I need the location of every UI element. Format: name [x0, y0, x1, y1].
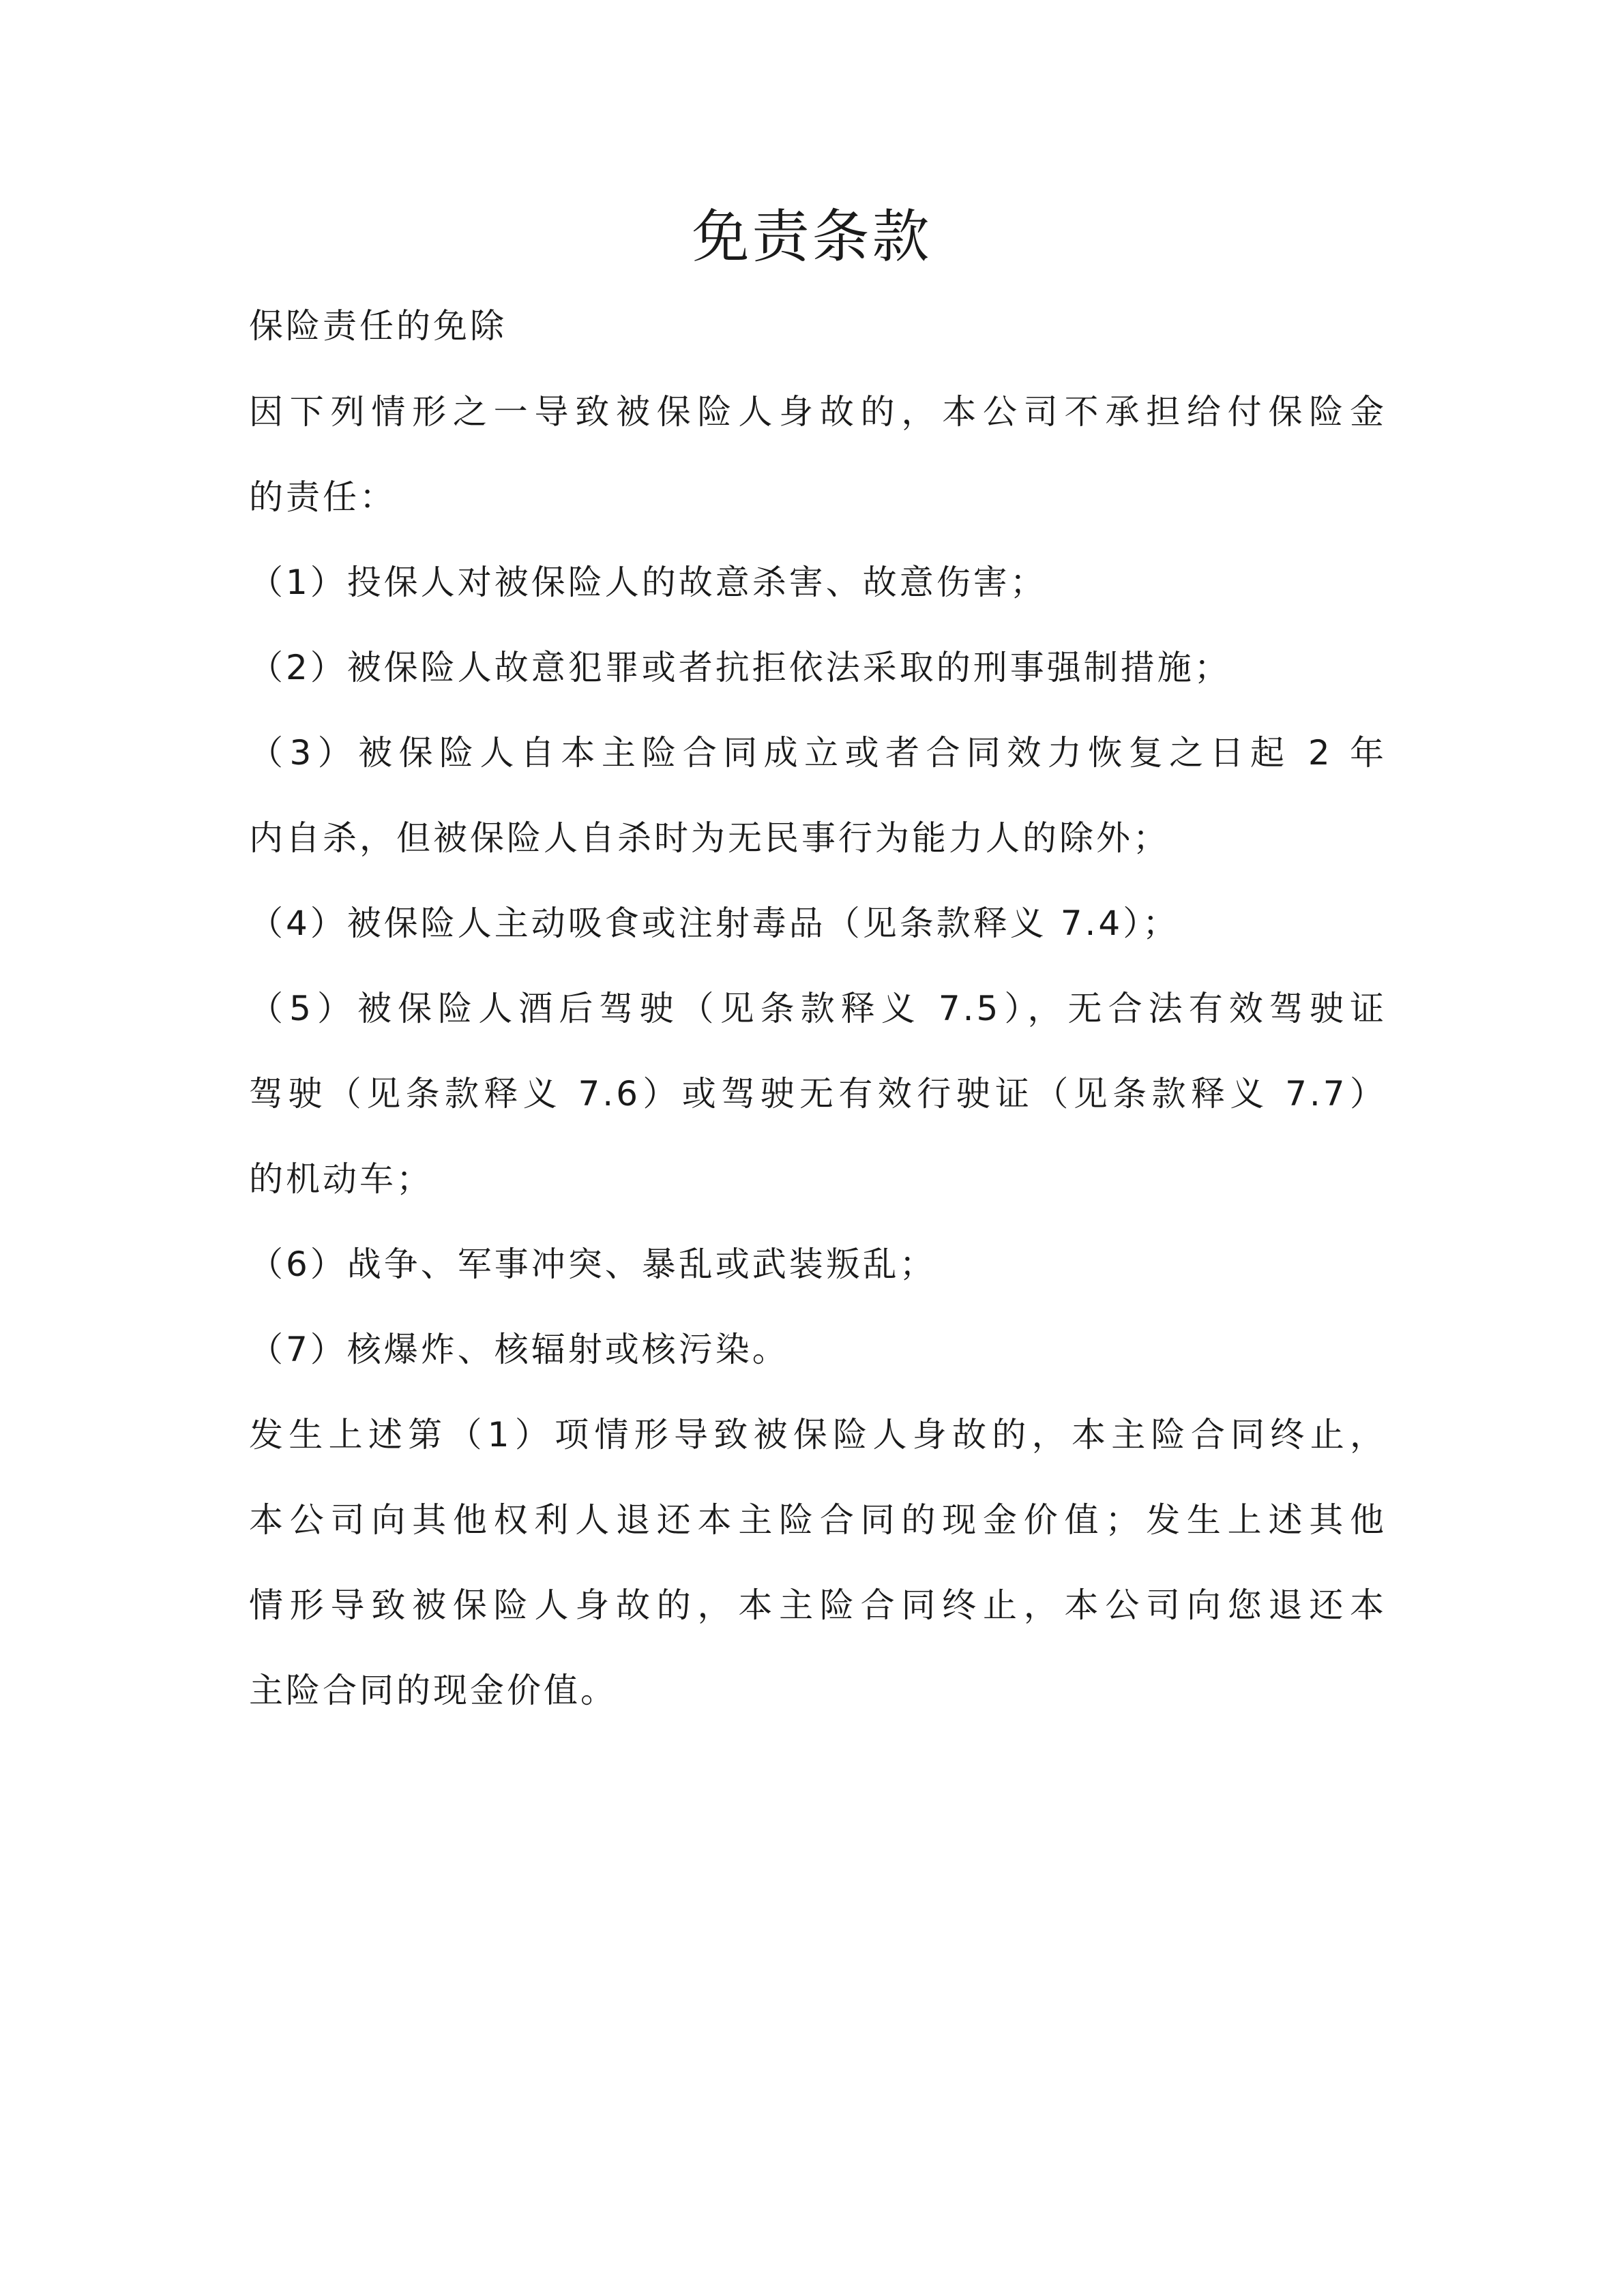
list-item-2: （2）被保险人故意犯罪或者抗拒依法采取的刑事强制措施； [249, 648, 1231, 687]
paragraph-line: 的责任： [249, 477, 396, 517]
list-item-1: （1）投保人对被保险人的故意杀害、故意伤害； [249, 563, 1047, 602]
list-item-5-continued: 的机动车； [249, 1159, 433, 1199]
list-item-4: （4）被保险人主动吸食或注射毒品（见条款释义 7.4）； [249, 904, 1180, 943]
list-item-5-continued: 驾驶（见条款释义 7.6）或驾驶无有效行驶证（见条款释义 7.7） [249, 1074, 1387, 1114]
paragraph-line: 因下列情形之一导致被保险人身故的，本公司不承担给付保险金 [249, 392, 1387, 432]
list-item-7: （7）核爆炸、核辐射或核污染。 [249, 1330, 789, 1369]
paragraph-line: 发生上述第（1）项情形导致被保险人身故的，本主险合同终止， [249, 1415, 1387, 1455]
document-title: 免责条款 [692, 203, 932, 270]
paragraph-line: 主险合同的现金价值。 [249, 1671, 617, 1710]
paragraph-line: 情形导致被保险人身故的，本主险合同终止，本公司向您退还本 [249, 1585, 1387, 1625]
list-item-6: （6）战争、军事冲突、暴乱或武装叛乱； [249, 1244, 936, 1284]
list-item-5: （5）被保险人酒后驾驶（见条款释义 7.5），无合法有效驾驶证 [249, 989, 1387, 1028]
section-heading: 保险责任的免除 [249, 306, 507, 346]
paragraph-line: 本公司向其他权利人退还本主险合同的现金价值；发生上述其他 [249, 1500, 1387, 1540]
list-item-3-continued: 内自杀，但被保险人自杀时为无民事行为能力人的除外； [249, 818, 1170, 858]
list-item-3: （3）被保险人自本主险合同成立或者合同效力恢复之日起 2 年 [249, 733, 1387, 773]
